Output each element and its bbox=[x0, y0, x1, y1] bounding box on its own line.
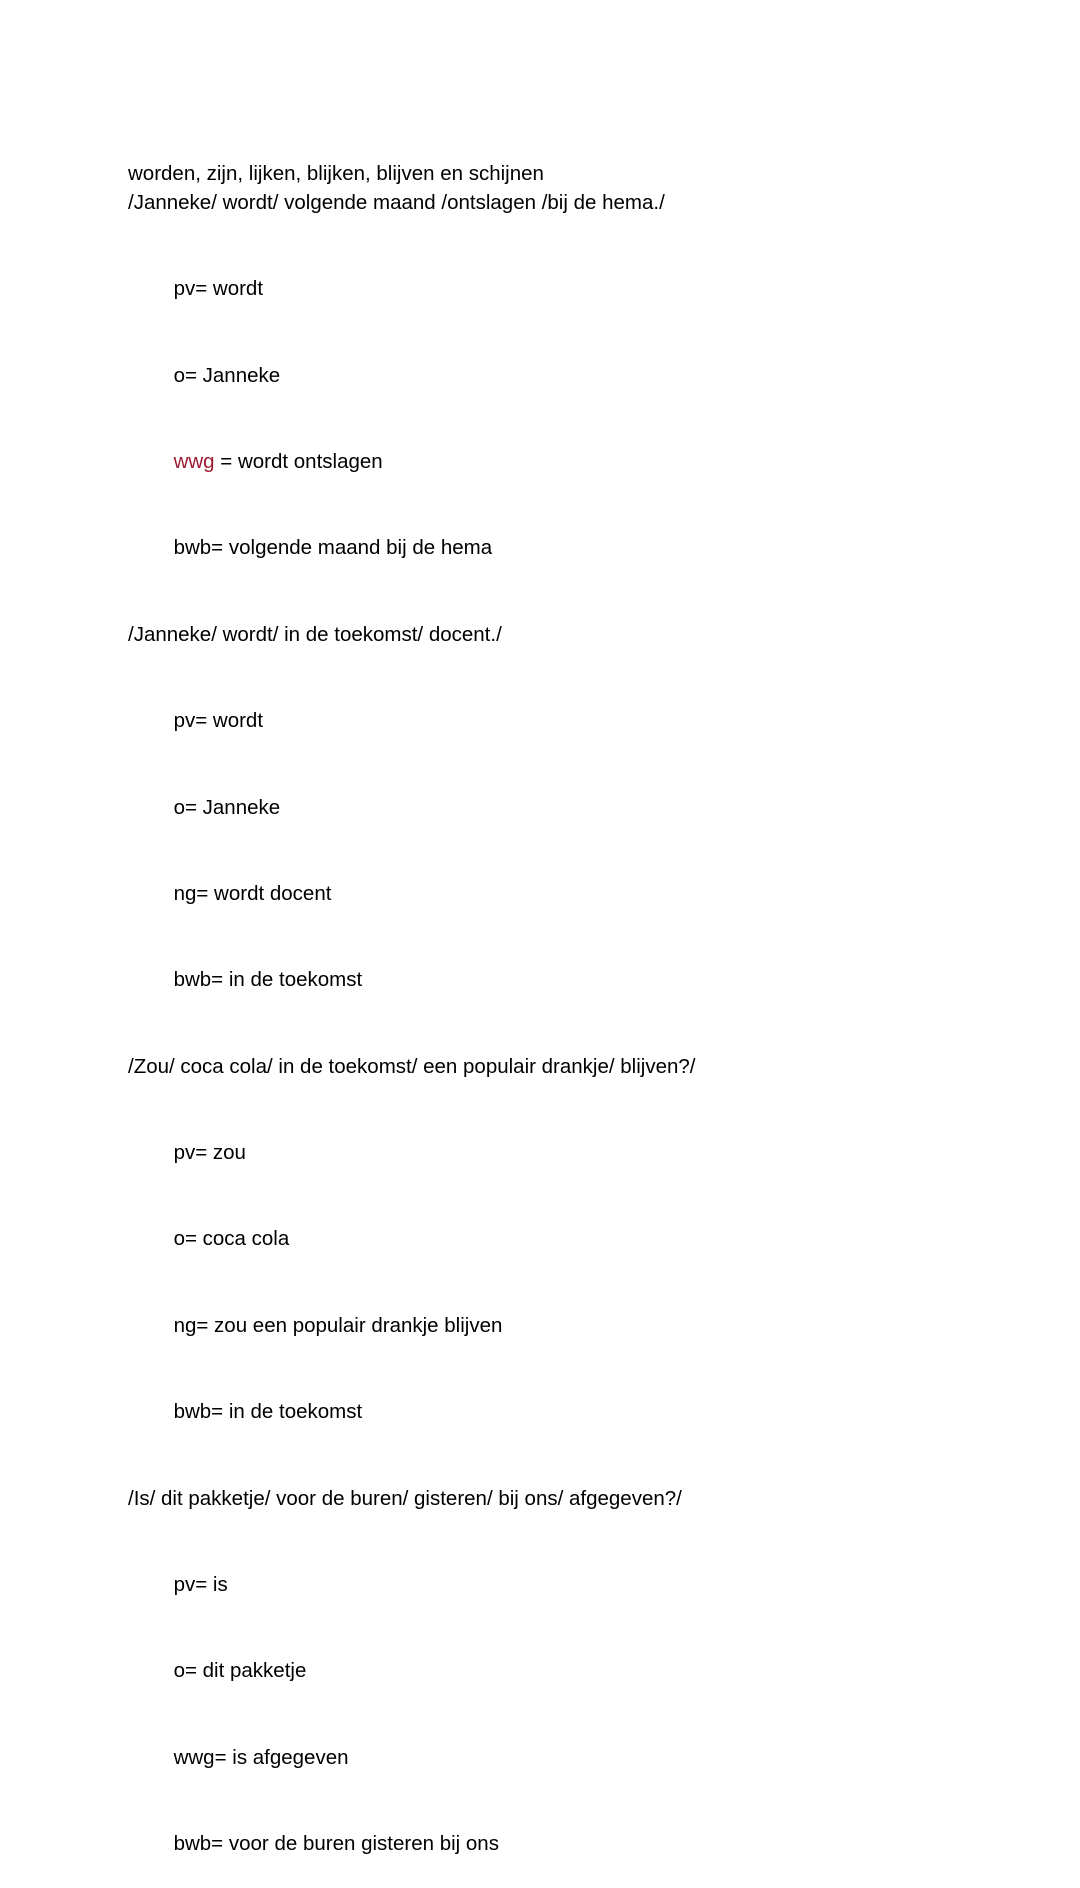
analysis-line bbox=[128, 1629, 948, 1715]
analysis-value: is afgegeven bbox=[226, 1745, 349, 1769]
analysis-label: pv= bbox=[173, 1573, 208, 1597]
analysis-label-highlighted: wwg bbox=[173, 449, 215, 473]
analysis-line bbox=[128, 246, 948, 332]
analysis-value: zou een populair drankje blijven bbox=[208, 1313, 503, 1337]
sentence-line: /Zou/ coca cola/ in de toekomst/ een populair drankje/ blijven?/ bbox=[128, 1054, 696, 1078]
analysis-label: o= bbox=[173, 1659, 197, 1683]
analysis-value: zou bbox=[207, 1141, 246, 1165]
analysis-line bbox=[128, 1369, 948, 1455]
analysis-value: Janneke bbox=[196, 363, 281, 387]
analysis-value: is bbox=[207, 1573, 228, 1597]
analysis-line bbox=[128, 851, 948, 937]
verb-list-line: worden, zijn, lijken, blijken, blijven en schijnen bbox=[128, 162, 544, 185]
analysis-label: o= bbox=[173, 363, 197, 387]
analysis-label: ng= bbox=[173, 881, 209, 905]
analysis-value: voor de buren gisteren bij ons bbox=[223, 1832, 499, 1856]
sentence-line: /Is/ dit pakketje/ voor de buren/ gisteren/ bij ons/ afgegeven?/ bbox=[128, 1486, 682, 1510]
analysis-line bbox=[128, 1283, 948, 1369]
spacer-line bbox=[128, 218, 948, 247]
analysis-label: o= bbox=[173, 795, 197, 819]
spacer-line bbox=[128, 1024, 948, 1053]
document-text-body bbox=[128, 160, 948, 1888]
analysis-line bbox=[128, 1110, 948, 1196]
analysis-label: bwb= bbox=[173, 1832, 224, 1856]
analysis-line bbox=[128, 1542, 948, 1628]
analysis-section bbox=[128, 1053, 948, 1485]
analysis-line bbox=[128, 938, 948, 1024]
analysis-line bbox=[128, 678, 948, 764]
spacer-line bbox=[128, 592, 948, 621]
analysis-value: volgende maand bij de hema bbox=[223, 536, 493, 560]
analysis-value: coca cola bbox=[196, 1227, 290, 1251]
sentence-line: /Janneke/ wordt/ volgende maand /ontslagen /bij de hema./ bbox=[128, 190, 665, 214]
analysis-label: bwb= bbox=[173, 536, 224, 560]
analysis-section bbox=[128, 621, 948, 1053]
analysis-value: wordt bbox=[207, 277, 264, 301]
analysis-value: in de toekomst bbox=[223, 968, 363, 992]
analysis-line bbox=[128, 1197, 948, 1283]
analysis-label: bwb= bbox=[173, 968, 224, 992]
analysis-line bbox=[128, 419, 948, 505]
analysis-value: wordt bbox=[207, 709, 264, 733]
analysis-label: wwg= bbox=[173, 1745, 227, 1769]
analysis-line bbox=[128, 765, 948, 851]
spacer-line bbox=[128, 1456, 948, 1485]
analysis-value: wordt docent bbox=[208, 881, 332, 905]
analysis-value: = wordt ontslagen bbox=[214, 449, 383, 473]
analysis-line bbox=[128, 1801, 948, 1887]
analysis-value: dit pakketje bbox=[196, 1659, 307, 1683]
spacer-line bbox=[128, 1082, 948, 1111]
analysis-value: in de toekomst bbox=[223, 1400, 363, 1424]
analysis-label: pv= bbox=[173, 1141, 208, 1165]
analysis-line bbox=[128, 506, 948, 592]
analysis-section bbox=[128, 189, 948, 621]
analysis-label: pv= bbox=[173, 277, 208, 301]
sentence-line: /Janneke/ wordt/ in de toekomst/ docent./ bbox=[128, 622, 502, 646]
analysis-line bbox=[128, 333, 948, 419]
analysis-section bbox=[128, 1485, 948, 1888]
spacer-line bbox=[128, 650, 948, 679]
analysis-label: ng= bbox=[173, 1313, 209, 1337]
analysis-label: o= bbox=[173, 1227, 197, 1251]
analysis-value: Janneke bbox=[196, 795, 281, 819]
analysis-label: pv= bbox=[173, 709, 208, 733]
analysis-line bbox=[128, 1715, 948, 1801]
analysis-label: bwb= bbox=[173, 1400, 224, 1424]
spacer-line bbox=[128, 1513, 948, 1542]
